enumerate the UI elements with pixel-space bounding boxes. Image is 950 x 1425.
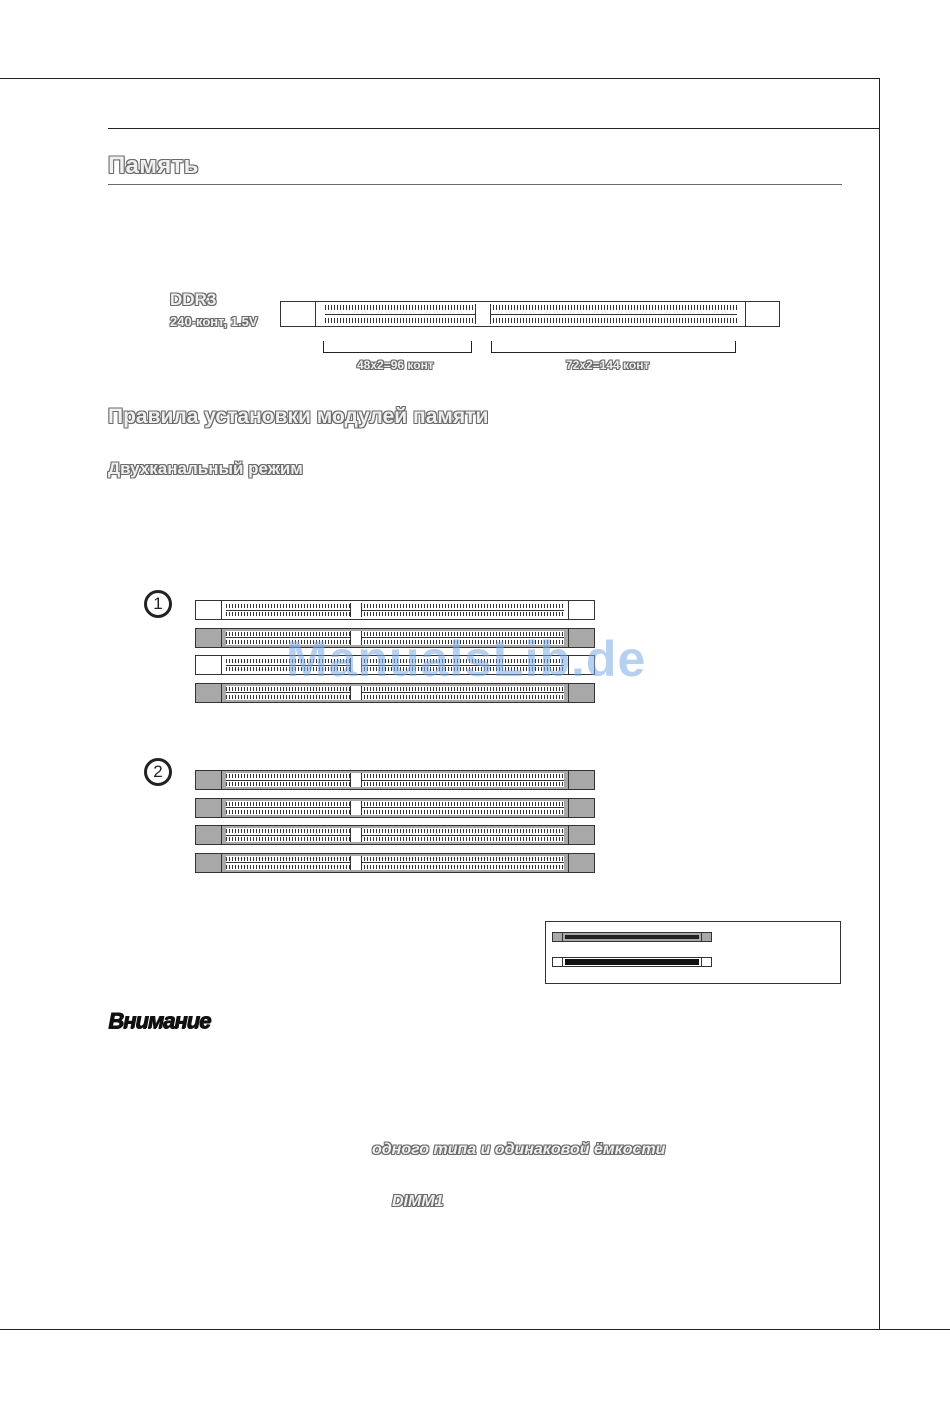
title-underline	[108, 184, 842, 185]
warning-same-type: одного типа и одинаковой ёмкости	[372, 1141, 666, 1158]
dual-channel-subtitle: Двухканальный режим	[108, 459, 303, 478]
legend-filled-slot	[552, 932, 712, 942]
left-pin-count: 48x2=96 конт	[357, 358, 434, 372]
page-frame-right	[879, 78, 880, 1330]
warning-title: Внимание	[108, 1008, 211, 1033]
watermark: ManualsLib.de	[286, 631, 647, 687]
ddr-spec-label: 240-конт, 1.5V	[170, 314, 258, 329]
page-frame-top	[0, 78, 880, 79]
left-pin-bracket	[323, 341, 472, 353]
right-pin-count: 72x2=144 конт	[566, 358, 650, 372]
dimm-slot-3	[195, 825, 595, 845]
dimm-slot-1	[195, 770, 595, 790]
page-frame-bottom	[0, 1329, 950, 1330]
legend-box	[545, 921, 841, 984]
config-2-badge: 2	[144, 758, 172, 786]
rules-section-title: Правила установки модулей памяти	[108, 405, 489, 428]
legend-empty-slot	[552, 957, 712, 967]
dimm-slot-4	[195, 853, 595, 873]
dimm-slot-2	[195, 798, 595, 818]
header-rule	[108, 128, 880, 129]
right-pin-bracket	[491, 341, 736, 353]
warning-dimm1: DIMM1	[392, 1193, 444, 1210]
ddr3-slot-diagram	[280, 301, 780, 327]
ddr-type-label: DDR3	[170, 290, 217, 309]
dimm-slot-1	[195, 600, 595, 620]
page-title: Память	[108, 152, 199, 179]
config-1-badge: 1	[144, 590, 172, 618]
